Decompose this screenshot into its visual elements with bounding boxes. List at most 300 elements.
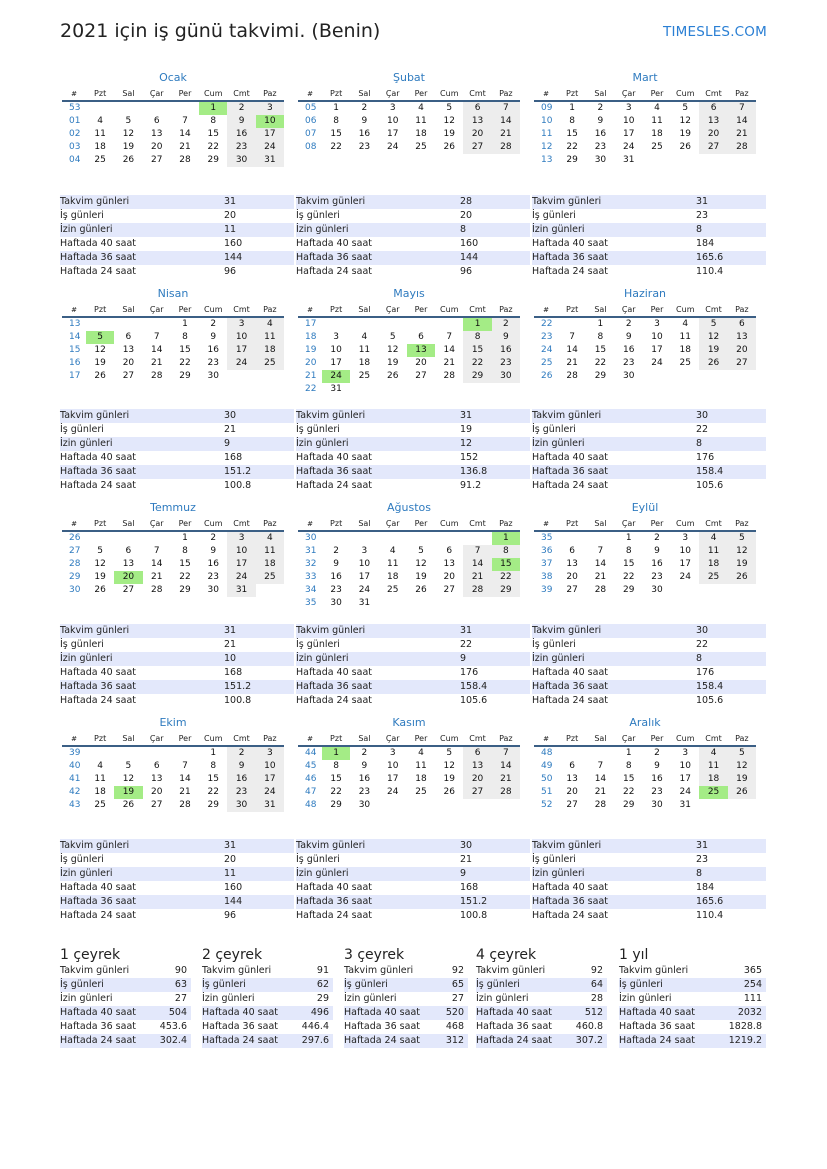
empty-cell: [86, 747, 114, 760]
day-cell: 2: [210, 533, 217, 543]
month-3: [534, 71, 756, 167]
weekday-header: Paz: [492, 518, 520, 532]
weekday-header: Çar: [615, 88, 643, 102]
stat-row: [60, 895, 294, 909]
day-cell: 4: [256, 318, 284, 331]
day-cell: 4: [256, 532, 284, 545]
weekday-header: Cmt: [463, 304, 491, 318]
weekday-header: Paz: [492, 733, 520, 747]
stat-row: [202, 1006, 333, 1020]
month-stats: [60, 195, 294, 279]
day-cell: 21: [443, 358, 455, 368]
week-number-header: #: [62, 733, 86, 747]
day-cell: 8: [597, 332, 604, 342]
stat-row: [60, 223, 294, 237]
day-cell: 14: [150, 345, 163, 355]
stat-value: 20: [224, 210, 237, 221]
weekday-header: Çar: [379, 518, 407, 532]
day-cell: 10: [256, 760, 284, 773]
day-cell: 6: [728, 318, 756, 331]
day-cell: 27: [150, 800, 163, 810]
weekday-header: Paz: [728, 88, 756, 102]
day-cell: 4: [389, 546, 396, 556]
stat-label: Haftada 36 saat: [296, 466, 372, 477]
stat-value: 365: [743, 965, 762, 976]
empty-cell: [143, 532, 171, 545]
day-cell: 26: [415, 585, 427, 595]
day-cell: 24: [679, 572, 691, 582]
stat-value: 8: [696, 438, 703, 449]
day-cell: 29: [179, 585, 191, 595]
stat-row: [60, 409, 294, 423]
day-cell: 31: [358, 598, 371, 608]
day-cell: 6: [569, 546, 575, 556]
stat-label: Haftada 24 saat: [296, 695, 372, 706]
stat-label: Takvim günleri: [532, 410, 602, 421]
month-stats: [296, 195, 530, 279]
day-cell: 7: [463, 545, 491, 558]
day-cell: 7: [153, 546, 160, 556]
week-number: 28: [69, 559, 81, 569]
weekday-header: Paz: [492, 88, 520, 102]
day-cell: 16: [227, 773, 255, 786]
quarter-summary: [60, 946, 191, 1048]
weekday-header: Per: [407, 518, 435, 532]
month-grid: [298, 88, 520, 154]
stat-label: İş günleri: [60, 854, 104, 865]
day-cell: 18: [256, 558, 284, 571]
stat-label: İş günleri: [532, 424, 576, 435]
day-cell: 27: [415, 371, 427, 381]
week-number: 39: [69, 748, 81, 758]
stat-value: 20: [224, 854, 237, 865]
weekday-header: Çar: [615, 733, 643, 747]
day-cell: 23: [227, 141, 255, 154]
weekday-header: Cmt: [227, 88, 255, 102]
stat-value: 27: [174, 993, 187, 1004]
day-cell: 13: [150, 774, 163, 784]
week-number: 38: [541, 572, 553, 582]
day-cell: 19: [94, 358, 106, 368]
day-cell: 15: [179, 345, 191, 355]
weekday-header: Per: [171, 88, 199, 102]
stat-value: 8: [696, 868, 703, 879]
stat-label: İş günleri: [60, 210, 104, 221]
weekday-header: Per: [643, 304, 671, 318]
stat-label: İzin günleri: [532, 868, 585, 879]
day-cell: 9: [210, 546, 217, 556]
day-cell: 12: [699, 331, 727, 344]
day-cell: 22: [330, 142, 342, 152]
day-cell: 19: [728, 558, 756, 571]
day-cell: 12: [443, 116, 455, 126]
day-cell: 8: [182, 546, 188, 556]
stat-row: [60, 978, 191, 992]
stat-value: 496: [310, 1007, 329, 1018]
stat-label: Haftada 24 saat: [296, 266, 372, 277]
month-10: [62, 716, 284, 812]
day-cell: 2: [597, 103, 604, 113]
weekday-header: Cmt: [699, 733, 727, 747]
week-number: 24: [541, 345, 553, 355]
stat-value: 96: [460, 266, 473, 277]
day-cell: 11: [651, 116, 663, 126]
stat-value: 453.6: [159, 1021, 187, 1032]
weekday-header: Cmt: [463, 518, 491, 532]
empty-cell: [558, 532, 586, 545]
day-cell: 2: [361, 103, 368, 113]
stat-label: Haftada 36 saat: [202, 1021, 278, 1032]
month-stats: [296, 409, 530, 493]
empty-cell: [435, 318, 463, 331]
day-cell: 9: [654, 761, 660, 771]
day-cell: 22: [622, 572, 635, 582]
month-grid: [62, 518, 284, 597]
stat-label: Haftada 40 saat: [619, 1007, 695, 1018]
stat-row: [532, 237, 766, 251]
month-9: [534, 501, 756, 597]
day-cell: 29: [622, 800, 635, 810]
stat-row: [296, 839, 530, 853]
stat-value: 110.4: [696, 266, 724, 277]
week-number: 13: [541, 155, 553, 165]
week-number: 14: [69, 332, 81, 342]
stat-label: Haftada 36 saat: [60, 466, 136, 477]
weekday-header: Sal: [586, 304, 614, 318]
stat-value: 27: [451, 993, 464, 1004]
stat-label: Takvim günleri: [296, 840, 366, 851]
day-cell: 14: [179, 129, 191, 139]
stat-row: [532, 437, 766, 451]
day-cell: 27: [728, 357, 756, 370]
day-cell: 23: [492, 357, 520, 370]
stat-row: [60, 1020, 191, 1034]
day-cell: 4: [654, 103, 660, 113]
weekday-header: Sal: [350, 304, 378, 318]
day-cell: 22: [179, 572, 191, 582]
stat-value: 31: [224, 196, 237, 207]
day-cell: 14: [179, 774, 191, 784]
day-cell: 7: [728, 102, 756, 115]
stat-label: İş günleri: [60, 424, 104, 435]
day-cell: 19: [386, 358, 399, 368]
stat-label: İzin günleri: [296, 224, 349, 235]
stat-label: İzin günleri: [202, 993, 255, 1004]
weekday-header: Pzt: [86, 88, 114, 102]
empty-cell: [435, 597, 463, 610]
day-cell: 20: [566, 572, 578, 582]
stat-row: [532, 680, 766, 694]
stat-label: Haftada 40 saat: [532, 452, 608, 463]
day-cell: 16: [330, 572, 342, 582]
weekday-header: Paz: [728, 304, 756, 318]
week-number-header: #: [298, 88, 322, 102]
week-number: 08: [305, 142, 317, 152]
stat-value: 100.8: [460, 910, 488, 921]
day-cell: 23: [227, 786, 255, 799]
day-cell: 29: [463, 370, 491, 383]
day-cell: 22: [622, 787, 635, 797]
empty-cell: [728, 799, 756, 812]
stat-value: 176: [696, 452, 715, 463]
stat-value: 111: [743, 993, 762, 1004]
empty-cell: [407, 383, 435, 396]
day-cell: 20: [463, 773, 491, 786]
week-number: 02: [69, 129, 81, 139]
day-cell: 15: [622, 559, 635, 569]
week-number: 34: [305, 585, 317, 595]
stat-row: [60, 265, 294, 279]
day-cell: 1: [569, 103, 575, 113]
day-cell: 28: [179, 800, 191, 810]
day-cell: 3: [227, 318, 255, 331]
week-number: 26: [541, 371, 553, 381]
day-cell: 12: [94, 345, 106, 355]
month-11: [298, 716, 520, 812]
stat-value: 31: [224, 840, 237, 851]
empty-cell: [435, 383, 463, 396]
day-cell: 6: [125, 332, 132, 342]
weekday-header: Paz: [728, 518, 756, 532]
day-cell: 14: [566, 345, 578, 355]
stat-row: [532, 423, 766, 437]
month-grid: [534, 304, 756, 383]
stat-value: 100.8: [224, 695, 252, 706]
day-cell: 12: [728, 760, 756, 773]
week-number: 07: [305, 129, 317, 139]
empty-cell: [699, 584, 727, 597]
day-cell: 25: [256, 571, 284, 584]
day-cell: 11: [358, 345, 371, 355]
empty-cell: [322, 318, 350, 331]
empty-cell: [699, 154, 727, 167]
day-cell: 24: [622, 142, 635, 152]
week-number: 49: [541, 761, 553, 771]
stat-label: İş günleri: [296, 854, 340, 865]
stat-value: 151.2: [224, 466, 252, 477]
weekday-header: Cmt: [227, 733, 255, 747]
month-8: [298, 501, 520, 610]
day-cell: 16: [207, 559, 219, 569]
stat-value: 151.2: [224, 681, 252, 692]
stat-value: 62: [316, 979, 329, 990]
stat-row: [532, 652, 766, 666]
day-cell: 18: [256, 344, 284, 357]
stat-label: Haftada 40 saat: [476, 1007, 552, 1018]
weekday-header: Cum: [435, 518, 463, 532]
day-cell: 23: [358, 787, 371, 797]
stat-row: [532, 195, 766, 209]
weekday-header: Cmt: [463, 733, 491, 747]
empty-cell: [671, 584, 699, 597]
stat-value: 91: [316, 965, 329, 976]
month-name: Mayıs: [393, 287, 425, 300]
day-cell: 20: [463, 128, 491, 141]
day-cell: 4: [699, 747, 727, 760]
week-number: 10: [541, 116, 553, 126]
day-cell: 3: [227, 532, 255, 545]
weekday-header: Pzt: [322, 88, 350, 102]
week-number: 51: [541, 787, 553, 797]
stat-value: 520: [445, 1007, 464, 1018]
week-number: 35: [305, 598, 317, 608]
day-cell: 12: [94, 559, 106, 569]
stat-label: Takvim günleri: [60, 196, 130, 207]
stat-label: Haftada 36 saat: [476, 1021, 552, 1032]
stat-label: İzin günleri: [532, 438, 585, 449]
day-cell: 22: [207, 142, 219, 152]
stat-label: İzin günleri: [60, 653, 113, 664]
day-cell: 6: [463, 747, 491, 760]
week-number: 26: [69, 533, 81, 543]
day-cell: 20: [114, 571, 142, 584]
week-number: 17: [305, 319, 317, 329]
day-cell: 2: [654, 533, 660, 543]
day-cell: 10: [679, 761, 691, 771]
stat-value: 8: [460, 224, 467, 235]
stat-value: 312: [445, 1035, 464, 1046]
day-cell: 21: [463, 571, 491, 584]
stat-value: 184: [696, 882, 715, 893]
stat-row: [296, 853, 530, 867]
day-cell: 18: [415, 774, 427, 784]
weekday-header: Paz: [256, 518, 284, 532]
day-cell: 14: [594, 774, 607, 784]
stat-row: [296, 895, 530, 909]
day-cell: 17: [622, 129, 635, 139]
week-number: 44: [305, 748, 317, 758]
stat-value: 302.4: [159, 1035, 187, 1046]
day-cell: 16: [227, 128, 255, 141]
stat-value: 31: [460, 625, 473, 636]
stat-value: 151.2: [460, 896, 488, 907]
month-grid: [534, 88, 756, 167]
weekday-header: Per: [643, 518, 671, 532]
day-cell: 22: [179, 358, 191, 368]
empty-cell: [463, 532, 491, 545]
stat-value: 28: [590, 993, 603, 1004]
quarter-summary: [344, 946, 468, 1048]
day-cell: 17: [330, 358, 342, 368]
stat-value: 168: [224, 667, 243, 678]
weekday-header: Cum: [435, 304, 463, 318]
day-cell: 29: [207, 155, 219, 165]
weekday-header: Pzt: [86, 733, 114, 747]
stat-row: [296, 479, 530, 493]
stat-label: Haftada 24 saat: [532, 480, 608, 491]
day-cell: 12: [122, 774, 135, 784]
week-number: 18: [305, 332, 317, 342]
week-number-header: #: [298, 304, 322, 318]
week-number: 52: [541, 800, 553, 810]
stat-label: İş günleri: [60, 639, 104, 650]
day-cell: 8: [492, 545, 520, 558]
week-number: 29: [69, 572, 81, 582]
month-grid: [298, 304, 520, 396]
stat-label: Haftada 40 saat: [532, 238, 608, 249]
stat-row: [296, 909, 530, 923]
weekday-header: Per: [171, 304, 199, 318]
day-cell: 4: [699, 532, 727, 545]
day-cell: 7: [182, 761, 188, 771]
day-cell: 20: [150, 142, 163, 152]
day-cell: 24: [256, 786, 284, 799]
day-cell: 31: [679, 800, 691, 810]
stat-label: Takvim günleri: [202, 965, 272, 976]
empty-cell: [114, 532, 142, 545]
weekday-header: Sal: [114, 88, 142, 102]
stat-label: Haftada 24 saat: [60, 910, 136, 921]
day-cell: 9: [333, 559, 339, 569]
day-cell: 18: [358, 358, 371, 368]
month-7: [62, 501, 284, 597]
empty-cell: [728, 154, 756, 167]
empty-cell: [407, 799, 435, 812]
day-cell: 17: [651, 345, 663, 355]
stat-label: İş günleri: [476, 979, 520, 990]
stat-label: Haftada 40 saat: [296, 452, 372, 463]
day-cell: 16: [358, 774, 371, 784]
stat-value: 307.2: [575, 1035, 603, 1046]
week-number-header: #: [534, 518, 558, 532]
weekday-header: Pzt: [86, 518, 114, 532]
weekday-header: Cmt: [699, 304, 727, 318]
stat-label: İş günleri: [619, 979, 663, 990]
empty-cell: [407, 597, 435, 610]
weekday-header: Çar: [143, 518, 171, 532]
week-number: 16: [69, 358, 81, 368]
stat-value: 8: [696, 224, 703, 235]
day-cell: 14: [150, 559, 163, 569]
day-cell: 25: [415, 142, 427, 152]
day-cell: 27: [122, 585, 135, 595]
site-logo-link[interactable]: TIMESLES.COM: [663, 24, 767, 40]
stat-label: Haftada 36 saat: [296, 252, 372, 263]
weekday-header: Sal: [586, 518, 614, 532]
month-name: Haziran: [623, 287, 667, 300]
stat-row: [532, 909, 766, 923]
day-cell: 17: [256, 128, 284, 141]
day-cell: 6: [699, 102, 727, 115]
stat-label: İzin günleri: [60, 993, 113, 1004]
page-title: 2021 için iş günü takvimi. (Benin): [60, 20, 381, 42]
day-cell: 24: [322, 370, 350, 383]
week-number: 47: [305, 787, 317, 797]
day-cell: 31: [256, 154, 284, 167]
day-cell: 29: [622, 585, 635, 595]
quarter-title: 2 çeyrek: [202, 947, 263, 963]
week-number: 09: [541, 103, 553, 113]
month-name: Kasım: [392, 716, 426, 729]
day-cell: 28: [492, 786, 520, 799]
stat-row: [60, 853, 294, 867]
day-cell: 1: [625, 748, 632, 758]
day-cell: 25: [256, 357, 284, 370]
day-cell: 6: [446, 546, 453, 556]
day-cell: 11: [415, 116, 427, 126]
stat-value: 92: [451, 965, 464, 976]
empty-cell: [143, 102, 171, 115]
empty-cell: [407, 532, 435, 545]
day-cell: 1: [625, 533, 632, 543]
day-cell: 3: [682, 533, 689, 543]
day-cell: 13: [150, 129, 163, 139]
week-number: 15: [69, 345, 81, 355]
day-cell: 10: [386, 116, 399, 126]
stat-label: Haftada 24 saat: [532, 266, 608, 277]
weekday-header: Cum: [671, 733, 699, 747]
quarter-title: 1 çeyrek: [60, 947, 121, 963]
